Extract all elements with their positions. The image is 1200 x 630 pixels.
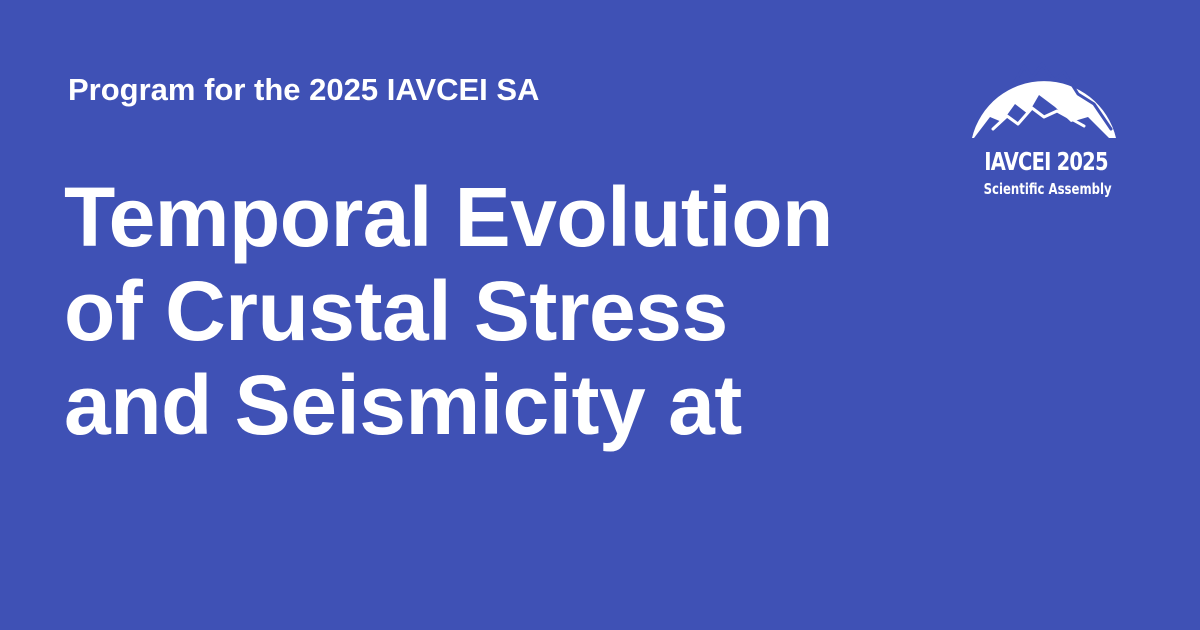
headline-line-3: and Seismicity at [64,358,742,452]
iavcei-logo [966,56,1126,206]
logo-title: IAVCEI 2025 [984,147,1108,176]
logo-subtitle: Scientific Assembly [983,180,1112,198]
volcano-mountain-icon [966,56,1126,146]
headline-line-2: of Crustal Stress [64,264,728,358]
program-kicker: Program for the 2025 IAVCEI SA [68,72,540,107]
headline-line-1: Temporal Evolution [64,170,833,264]
page-title [64,170,924,452]
